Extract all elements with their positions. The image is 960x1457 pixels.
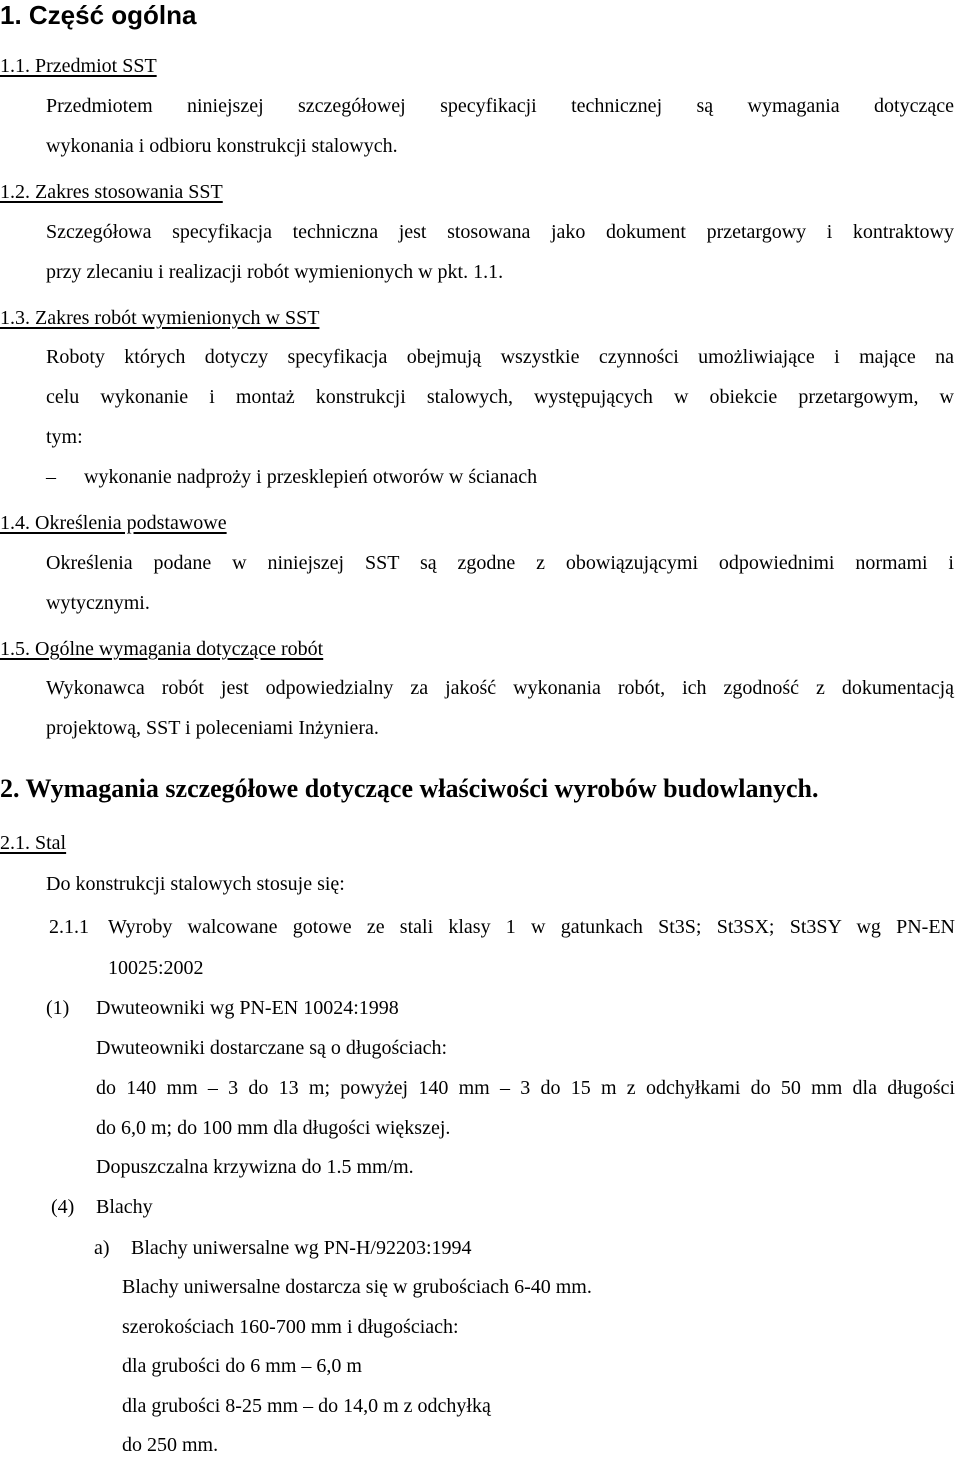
point-1-line: Dwuteowniki dostarczane są o długościach: (96, 1037, 448, 1059)
section-1-4-paragraph-line: wytycznymi. (46, 592, 150, 614)
point-1-line: Dopuszczalna krzywizna do 1.5 mm/m. (96, 1156, 414, 1178)
subpoint-a-line: szerokościach 160-700 mm i długościach: (122, 1316, 459, 1338)
point-4-number: (4) (51, 1196, 75, 1218)
section-1-1-paragraph-line: wykonania i odbioru konstrukcji stalowych. (46, 135, 398, 157)
list-dash-bullet: – (46, 466, 56, 488)
section-1-5-paragraph-line: Wykonawca robót jest odpowiedzialny za jakość wykonania robót, ich zgodność z dokumentacją (46, 677, 954, 699)
section-1-2-paragraph-line: Szczegółowa specyfikacja techniczna jest stosowana jako dokument przetargowy i kontraktowy (46, 221, 954, 243)
subpoint-a-line: Blachy uniwersalne dostarcza się w grubościach 6-40 mm. (122, 1276, 592, 1298)
section-1-3-paragraph-line: tym: (46, 426, 83, 448)
section-1-1-heading: 1.1. Przedmiot SST (0, 55, 157, 77)
subpoint-a-line: dla grubości 8-25 mm – do 14,0 m z odchyłką (122, 1395, 491, 1417)
section-1-1-paragraph-line: Przedmiotem niniejszej szczegółowej specyfikacji technicznej są wymagania dotyczące (46, 95, 954, 117)
section-1-5-heading: 1.5. Ogólne wymagania dotyczące robót (0, 638, 324, 660)
point-1-number: (1) (46, 997, 70, 1019)
section-1-3-paragraph-line: Roboty których dotyczy specyfikacja obejmują wszystkie czynności umożliwiające i mające na (46, 346, 954, 368)
subpoint-a-title: Blachy uniwersalne wg PN-H/92203:1994 (131, 1237, 472, 1259)
section-1-3-paragraph-line: celu wykonanie i montaż konstrukcji stalowych, występujących w obiekcie przetargowym, w (46, 386, 954, 408)
subpoint-a-letter: a) (94, 1237, 110, 1259)
section-1-3-heading: 1.3. Zakres robót wymienionych w SST (0, 307, 320, 329)
subsection-2-1-1-line: 10025:2002 (108, 957, 204, 979)
section-2-title: 2. Wymagania szczegółowe dotyczące właściwości wyrobów budowlanych. (0, 774, 819, 803)
section-1-5-paragraph-line: projektową, SST i poleceniami Inżyniera. (46, 717, 379, 739)
section-1-4-heading: 1.4. Określenia podstawowe (0, 512, 227, 534)
section-2-1-intro: Do konstrukcji stalowych stosuje się: (46, 873, 345, 895)
point-1-title: Dwuteowniki wg PN-EN 10024:1998 (96, 997, 399, 1019)
point-1-line: do 6,0 m; do 100 mm dla długości większej. (96, 1117, 451, 1139)
section-1-title: 1. Część ogólna (0, 0, 197, 30)
subpoint-a-line: dla grubości do 6 mm – 6,0 m (122, 1355, 362, 1377)
subsection-2-1-1-number: 2.1.1 (49, 916, 89, 938)
point-1-line: do 140 mm – 3 do 13 m; powyżej 140 mm – 3 do 15 m z odchyłkami do 50 mm dla długości (96, 1077, 955, 1099)
section-1-2-paragraph-line: przy zlecaniu i realizacji robót wymienionych w pkt. 1.1. (46, 261, 504, 283)
point-4-title: Blachy (96, 1196, 153, 1218)
section-2-1-heading: 2.1. Stal (0, 832, 67, 854)
subsection-2-1-1-line: Wyroby walcowane gotowe ze stali klasy 1 w gatunkach St3S; St3SX; St3SY wg PN-EN (108, 916, 955, 938)
section-1-2-heading: 1.2. Zakres stosowania SST (0, 181, 223, 203)
section-1-4-paragraph-line: Określenia podane w niniejszej SST są zgodne z obowiązującymi odpowiednimi normami i (46, 552, 954, 574)
subpoint-a-line: do 250 mm. (122, 1434, 219, 1456)
list-item: wykonanie nadproży i przesklepień otworów w ścianach (84, 466, 538, 488)
